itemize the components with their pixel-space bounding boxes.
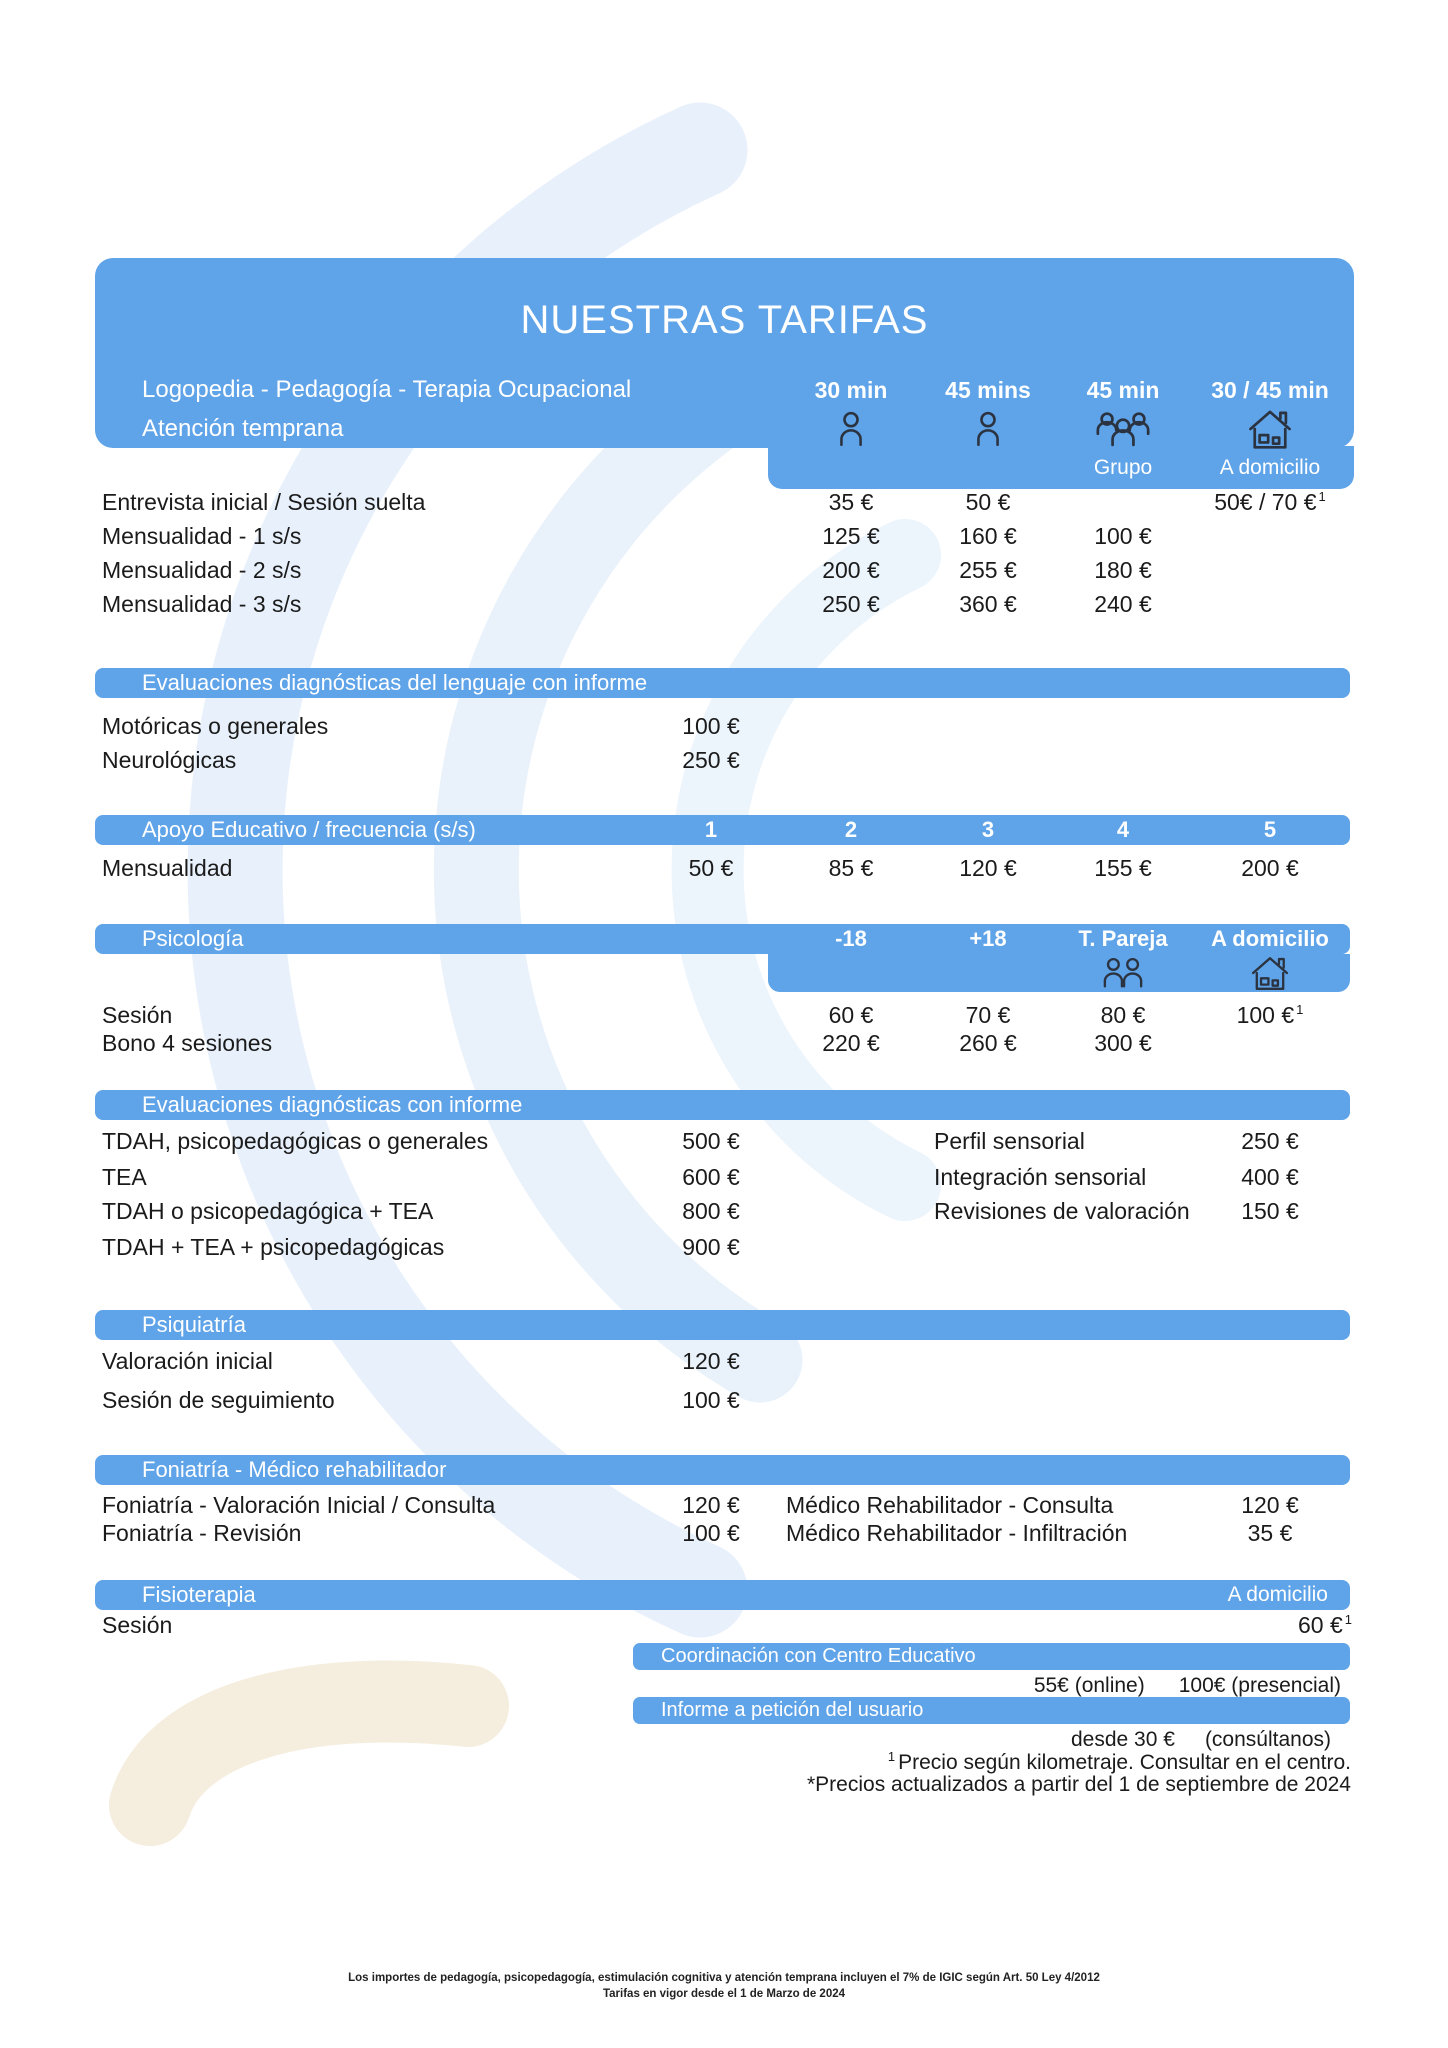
logopedia-header-line1: Logopedia - Pedagogía - Terapia Ocupacional bbox=[142, 376, 632, 403]
person-icon bbox=[782, 410, 920, 448]
group-icon bbox=[1056, 411, 1190, 448]
cell-value: 120 € bbox=[959, 855, 1017, 881]
cell-value: 800 € bbox=[682, 1198, 740, 1224]
table-row bbox=[95, 1162, 1350, 1192]
cell-value: 240 € bbox=[1094, 591, 1152, 617]
column-45min-grupo: 45 min bbox=[1086, 376, 1160, 403]
cell-value: 70 € bbox=[965, 1002, 1011, 1028]
column-minus18: -18 bbox=[835, 926, 867, 951]
section-title: Evaluaciones diagnósticas del lenguaje con informe bbox=[142, 670, 648, 695]
table-row bbox=[95, 521, 1350, 551]
row-label: TDAH, psicopedagógicas o generales bbox=[102, 1128, 489, 1154]
row-label: Perfil sensorial bbox=[934, 1128, 1085, 1154]
person-icon bbox=[920, 410, 1056, 448]
section-band-fisioterapia bbox=[95, 1580, 1350, 1610]
column-30min: 30 min bbox=[814, 376, 888, 403]
a-domicilio-label: A domicilio bbox=[1219, 456, 1321, 479]
table-row bbox=[95, 487, 1350, 517]
section-title: Psiquiatría bbox=[142, 1312, 246, 1337]
cell-value: 255 € bbox=[959, 557, 1017, 583]
cell-value: 35 € bbox=[828, 489, 874, 515]
row-label: Sesión de seguimiento bbox=[102, 1387, 335, 1413]
cell-value: 50 € bbox=[965, 489, 1011, 515]
row-label: TDAH o psicopedagógica + TEA bbox=[102, 1198, 434, 1224]
section-band-lang-evals bbox=[95, 668, 1350, 698]
row-label: Sesión bbox=[102, 1612, 173, 1638]
column-a-domicilio: A domicilio bbox=[1211, 926, 1329, 951]
section-title: Informe a petición del usuario bbox=[661, 1699, 924, 1721]
section-title: Apoyo Educativo / frecuencia (s/s) bbox=[142, 817, 476, 842]
section-title: Foniatría - Médico rehabilitador bbox=[142, 1457, 447, 1482]
table-row bbox=[95, 745, 1350, 775]
section-title: Coordinación con Centro Educativo bbox=[661, 1645, 976, 1667]
column-a-domicilio: A domicilio bbox=[1227, 1583, 1328, 1606]
row-label: Integración sensorial bbox=[934, 1164, 1147, 1190]
row-label: Sesión bbox=[102, 1002, 173, 1028]
value-online: 55€ (online) bbox=[1033, 1674, 1145, 1697]
row-label: Mensualidad - 3 s/s bbox=[102, 591, 302, 617]
row-label: TEA bbox=[102, 1164, 147, 1190]
footnote-text: Precio según kilometraje. Consultar en el centro. bbox=[898, 1751, 1351, 1774]
logopedia-header-line2: Atención temprana bbox=[142, 415, 344, 442]
row-label: Valoración inicial bbox=[102, 1348, 273, 1374]
row-label: Médico Rehabilitador - Consulta bbox=[786, 1492, 1114, 1518]
cell-value: 120 € bbox=[682, 1492, 740, 1518]
cell-value: 200 € bbox=[1241, 855, 1299, 881]
cell-text: 60 € bbox=[1298, 1612, 1343, 1638]
row-label: Médico Rehabilitador - Infiltración bbox=[786, 1520, 1128, 1546]
logopedia-header-row bbox=[95, 374, 1350, 406]
footer-legal-line: Los importes de pedagogía, psicopedagogía, estimulación cognitiva y atención temprana incluyen el 7% de IGIC según Art. 50 Ley 4/2012 bbox=[348, 1972, 1100, 1984]
table-row bbox=[95, 1385, 1350, 1415]
cell-value: 85 € bbox=[828, 855, 874, 881]
column-1: 1 bbox=[704, 817, 718, 842]
cell-value: 600 € bbox=[682, 1164, 740, 1190]
cell-value: 250 € bbox=[682, 747, 740, 773]
footnote-ref: 1 bbox=[1296, 1002, 1304, 1018]
cell-text: 100 € bbox=[1236, 1002, 1295, 1028]
value-desde: desde 30 € bbox=[1071, 1728, 1175, 1751]
cell-value: 120 € bbox=[682, 1348, 740, 1374]
table-row bbox=[95, 853, 1350, 883]
column-45mins: 45 mins bbox=[945, 376, 1031, 403]
table-row bbox=[95, 1490, 1350, 1520]
column-t-pareja: T. Pareja bbox=[1078, 926, 1168, 951]
row-label: Foniatría - Valoración Inicial / Consulta bbox=[102, 1492, 496, 1518]
home-icon bbox=[1190, 407, 1350, 451]
row-label: Neurológicas bbox=[102, 747, 237, 773]
coordinacion-values bbox=[1034, 1674, 1341, 1698]
table-row bbox=[95, 1518, 1350, 1548]
cell-value: 360 € bbox=[959, 591, 1017, 617]
cell-value: 120 € bbox=[1241, 1492, 1299, 1518]
cell-value bbox=[1190, 487, 1350, 517]
row-label: Motóricas o generales bbox=[102, 713, 329, 739]
section-title: Evaluaciones diagnósticas con informe bbox=[142, 1092, 523, 1117]
row-label: Revisiones de valoración bbox=[934, 1198, 1190, 1224]
cell-value: 200 € bbox=[822, 557, 880, 583]
row-label: Mensualidad bbox=[102, 855, 233, 881]
cell-value: 260 € bbox=[959, 1030, 1017, 1056]
table-row bbox=[95, 1028, 1350, 1058]
column-3: 3 bbox=[981, 817, 995, 842]
footnote-ref: 1 bbox=[1344, 1612, 1352, 1628]
table-row bbox=[95, 1000, 1350, 1030]
section-title: Psicología bbox=[142, 926, 244, 951]
psicologia-columns-row bbox=[95, 924, 1350, 954]
section-band-psiquiatria bbox=[95, 1310, 1350, 1340]
cell-value: 60 € bbox=[828, 1002, 874, 1028]
cell-value: 250 € bbox=[1241, 1128, 1299, 1154]
cell-value bbox=[1190, 1000, 1350, 1030]
home-icon bbox=[1190, 954, 1350, 992]
coordinacion-band bbox=[633, 1643, 1350, 1670]
column-plus18: +18 bbox=[969, 926, 1007, 951]
table-row bbox=[95, 1126, 1350, 1156]
cell-value bbox=[1298, 1610, 1352, 1640]
table-row bbox=[95, 555, 1350, 585]
cell-value: 125 € bbox=[822, 523, 880, 549]
cell-value: 100 € bbox=[1094, 523, 1152, 549]
section-title: Fisioterapia bbox=[142, 1582, 256, 1607]
cell-value: 220 € bbox=[822, 1030, 880, 1056]
cell-value: 500 € bbox=[682, 1128, 740, 1154]
cell-value: 180 € bbox=[1094, 557, 1152, 583]
table-row bbox=[95, 1346, 1350, 1376]
value-presencial: 100€ (presencial) bbox=[1178, 1674, 1341, 1697]
cell-value: 150 € bbox=[1241, 1198, 1299, 1224]
row-label: Bono 4 sesiones bbox=[102, 1030, 273, 1056]
row-label: Foniatría - Revisión bbox=[102, 1520, 302, 1546]
footer-validity-line: Tarifas en vigor desde el 1 de Marzo de 2024 bbox=[602, 1988, 846, 2000]
table-row bbox=[95, 589, 1350, 619]
cell-value: 35 € bbox=[1247, 1520, 1293, 1546]
cell-text: 50€ / 70 € bbox=[1214, 489, 1317, 515]
footnote-ref: 1 bbox=[1318, 489, 1326, 505]
cell-value: 300 € bbox=[1094, 1030, 1152, 1056]
table-row bbox=[95, 711, 1350, 741]
cell-value: 50 € bbox=[688, 855, 734, 881]
logopedia-icons-row bbox=[95, 406, 1350, 452]
footnote-2: *Precios actualizados a partir del 1 de septiembre de 2024 bbox=[807, 1773, 1351, 1796]
cell-value: 250 € bbox=[822, 591, 880, 617]
row-label: Mensualidad - 2 s/s bbox=[102, 557, 302, 583]
value-consultanos: (consúltanos) bbox=[1204, 1728, 1331, 1751]
table-row bbox=[95, 1232, 1350, 1262]
grupo-label: Grupo bbox=[1093, 456, 1153, 479]
section-band-foniatria bbox=[95, 1455, 1350, 1485]
psicologia-icons-row bbox=[95, 954, 1350, 992]
footnote-marker: 1 bbox=[887, 1749, 896, 1764]
apoyo-columns-row bbox=[95, 815, 1350, 845]
column-2: 2 bbox=[844, 817, 858, 842]
logopedia-sublabels-row bbox=[95, 453, 1350, 483]
column-5: 5 bbox=[1263, 817, 1277, 842]
couple-icon bbox=[1056, 957, 1190, 989]
page-title: NUESTRAS TARIFAS bbox=[520, 298, 929, 342]
row-label: TDAH + TEA + psicopedagógicas bbox=[102, 1234, 445, 1260]
cell-value: 100 € bbox=[682, 1520, 740, 1546]
cell-value: 900 € bbox=[682, 1234, 740, 1260]
row-label: Entrevista inicial / Sesión suelta bbox=[102, 489, 426, 515]
cell-value: 100 € bbox=[682, 713, 740, 739]
informe-band bbox=[633, 1697, 1350, 1724]
cell-value: 100 € bbox=[682, 1387, 740, 1413]
cell-value: 400 € bbox=[1241, 1164, 1299, 1190]
row-label: Mensualidad - 1 s/s bbox=[102, 523, 302, 549]
cell-value: 160 € bbox=[959, 523, 1017, 549]
cell-value: 80 € bbox=[1100, 1002, 1146, 1028]
section-band-evals bbox=[95, 1090, 1350, 1120]
informe-values bbox=[1071, 1728, 1331, 1752]
column-4: 4 bbox=[1116, 817, 1130, 842]
cell-value: 155 € bbox=[1094, 855, 1152, 881]
column-30-45min: 30 / 45 min bbox=[1211, 376, 1329, 403]
